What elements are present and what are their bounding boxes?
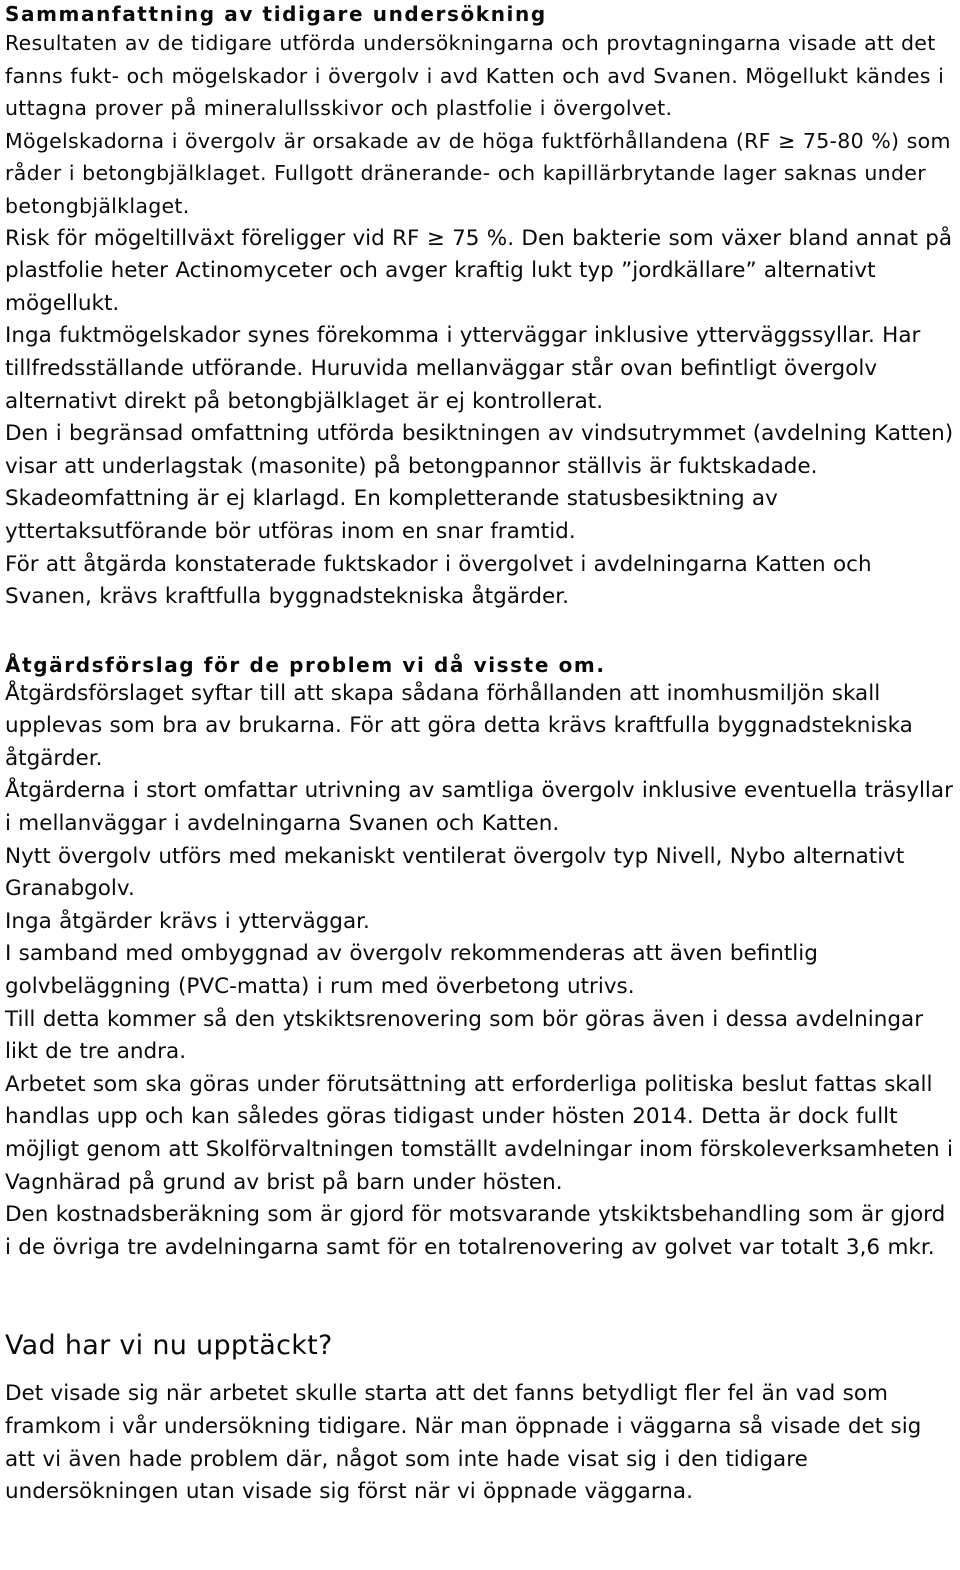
paragraph: Mögelskadorna i övergolv är orsakade av de höga fuktförhållandena (RF ≥ 75-80 %) som råder i betongbjälklaget. Fullgott dränerande- och kapillärbrytande lager saknas under betongbjälklaget.: [5, 128, 951, 218]
paragraph: Åtgärdsförslaget syftar till att skapa sådana förhållanden att inomhusmiljön skall upplevas som bra av brukarna. För att göra detta krävs kraftfulla byggnadstekniska åtgärder.: [5, 680, 913, 771]
paragraph: För att åtgärda konstaterade fuktskador i övergolvet i avdelningarna Katten och Svanen, krävs kraftfulla byggnadstekniska åtgärder.: [5, 551, 872, 610]
paragraph: I samband med ombyggnad av övergolv rekommenderas att även befintlig golvbeläggning (PVC-matta) i rum med överbetong utrivs.: [5, 941, 818, 1000]
section-new-findings: [5, 1326, 957, 1508]
paragraph: Den i begränsad omfattning utförda besiktningen av vindsutrymmet (avdelning Katten) visar att underlagstak (masonite) på betongpannor ställvis är fuktskadade. Skadeomfattning är ej klarlagd. En kompletterande statusbesiktning av yttertaksutförande bör utföras inom en snar framtid.: [5, 421, 954, 544]
section-heading-new-findings: Vad har vi nu upptäckt?: [5, 1330, 333, 1362]
section-action-proposal: [5, 652, 957, 1265]
paragraph: Risk för mögeltillväxt föreligger vid RF ≥ 75 %. Den bakterie som växer bland annat på plastfolie heter Actinomyceter och avger kraftig lukt typ ”jordkällare” alternativt mögellukt.: [5, 225, 953, 316]
paragraph: Till detta kommer så den ytskiktsrenovering som bör göras även i dessa avdelningar likt de tre andra.: [5, 1006, 924, 1065]
paragraph: Den kostnadsberäkning som är gjord för motsvarande ytskiktsbehandling som är gjord i de övriga tre avdelningarna samt för en totalrenovering av golvet var totalt 3,6 mkr.: [5, 1202, 946, 1260]
document-page: [5, 0, 957, 1509]
section-previous-investigation: [5, 1, 957, 614]
paragraph: Åtgärderna i stort omfattar utrivning av samtliga övergolv inklusive eventuella träsyllar i mellanväggar i avdelningarna Svanen och Katten.: [5, 778, 953, 837]
paragraph: Resultaten av de tidigare utförda undersökningarna och provtagningarna visade att det fanns fukt- och mögelskador i övergolv i avd Katten och avd Svanen. Mögellukt kändes i uttagna prover på mineralullsskivor och plastfolie i övergolvet.: [5, 31, 945, 121]
paragraph: Nytt övergolv utförs med mekaniskt ventilerat övergolv typ Nivell, Nybo alternativt Granabgolv.: [5, 843, 905, 902]
paragraph: Arbetet som ska göras under förutsättning att erforderliga politiska beslut fattas skall handlas upp och kan således göras tidigast under hösten 2014. Detta är dock fullt möjligt genom att Skolförvaltningen tomställt avdelningar inom förskoleverksamheten i Vagnhärad på grund av brist på barn under hösten.: [5, 1071, 953, 1195]
paragraph: Inga fuktmögelskador synes förekomma i ytterväggar inklusive ytterväggssyllar. Har tillfredsställande utförande. Huruvida mellanväggar står ovan befintligt övergolv alternativt direkt på betongbjälklaget är ej kontrollerat.: [5, 323, 921, 414]
section-heading-action-proposal: Åtgärdsförslag för de problem vi då visste om.: [5, 652, 606, 677]
paragraph: Inga åtgärder krävs i ytterväggar.: [5, 908, 370, 934]
section-heading-summary: Sammanfattning av tidigare undersökning: [5, 2, 547, 26]
paragraph: Det visade sig när arbetet skulle starta att det fanns betydligt fler fel än vad som framkom i vår undersökning tidigare. När man öppnade i väggarna så visade det sig att vi även hade problem där, något som inte hade visat sig i den tidigare undersökningen utan visade sig först när vi öppnade väggarna.: [5, 1381, 922, 1505]
